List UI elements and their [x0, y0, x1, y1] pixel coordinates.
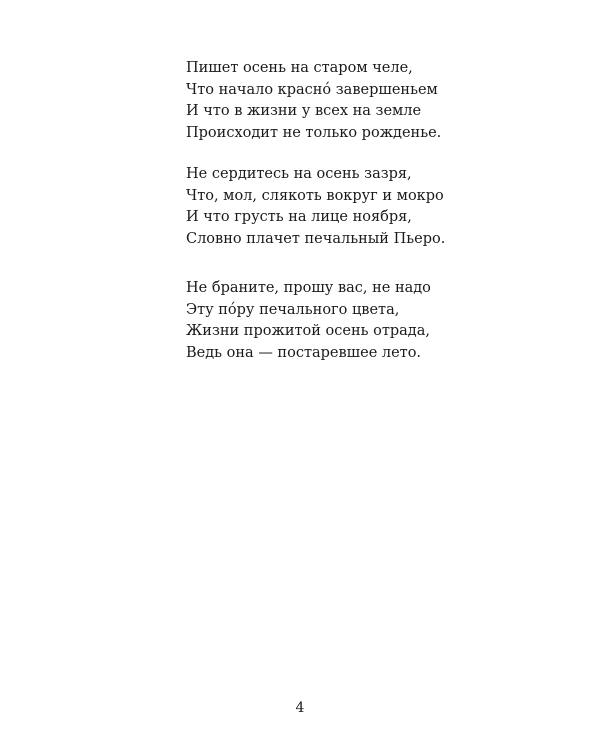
poem-line: Ведь она — постаревшее лето.: [186, 344, 422, 361]
poem-line: И что грусть на лице ноября,: [186, 209, 412, 225]
poem-line: И что в жизни у всех на земле: [186, 103, 422, 119]
poem-line: Что начало краснó завершеньем: [186, 81, 438, 98]
poem-line: Не браните, прошу вас, не надо: [186, 280, 431, 296]
stanza-2: [186, 164, 506, 250]
stanza-3: [186, 278, 506, 364]
poem-line: Не сердитесь на осень зазря,: [186, 166, 412, 182]
poem-line: Происходит не только рожденье.: [186, 124, 442, 141]
poem-line: Что, мол, слякоть вокруг и мокро: [186, 187, 444, 204]
page-number: 4: [295, 700, 305, 716]
stanza-1: [186, 58, 506, 144]
poem-line: Словно плачет печальный Пьеро.: [186, 230, 446, 247]
poem-line: Пишет осень на старом челе,: [186, 60, 413, 76]
poem: [186, 58, 506, 364]
poem-line: Жизни прожитой осень отрада,: [186, 323, 430, 339]
poem-line: Эту пóру печального цвета,: [186, 301, 400, 318]
